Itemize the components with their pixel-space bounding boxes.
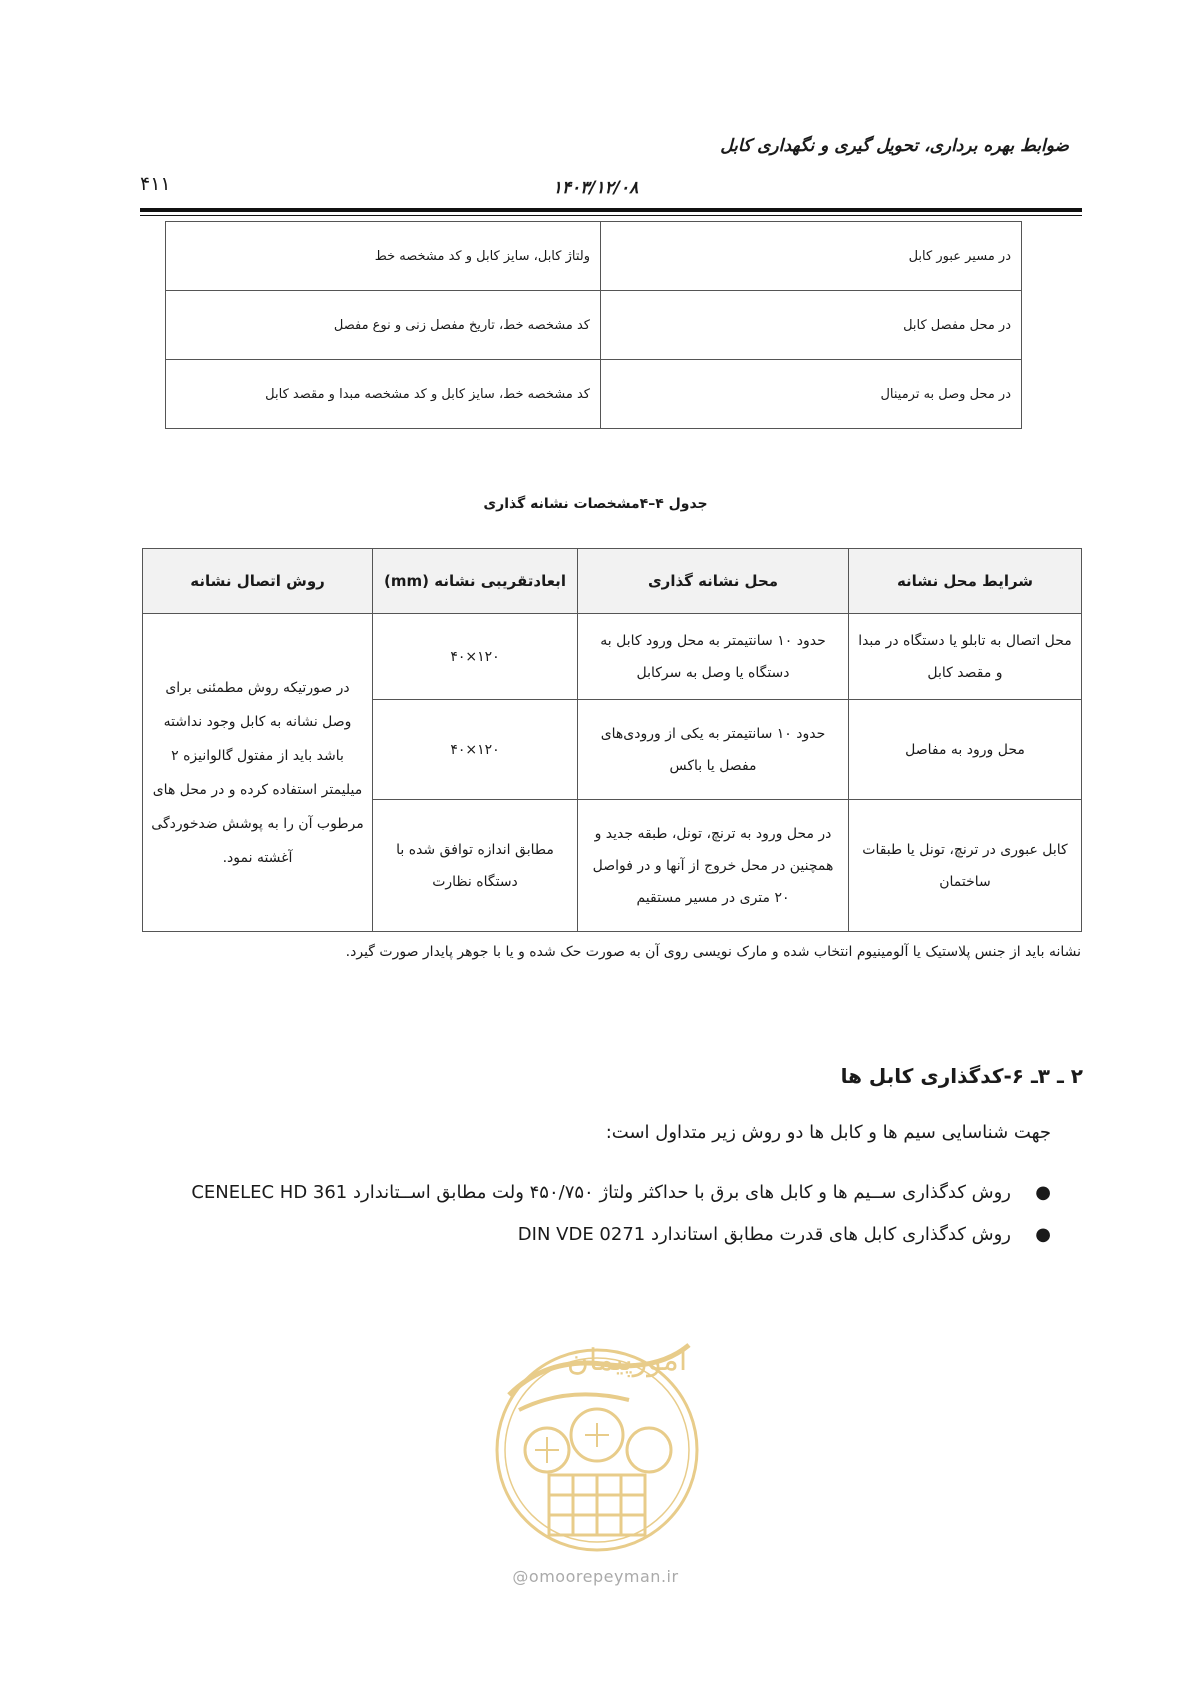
cell-method: در صورتیکه روش مطمئنی برای وصل نشانه به کابل وجود نداشته باشد باید از مفتول گالوانیزه ۲ میلیمتر استفاده کرده و در محل های مرطوب آن را به پوشش ضدخوردگی آغشته نمود.	[143, 614, 373, 932]
header-dimensions: ابعادتقریبی نشانه (mm)	[373, 549, 578, 614]
cell-dimensions: مطابق اندازه توافق شده با دستگاه نظارت	[373, 800, 578, 932]
table-cell-location: در محل مفصل کابل	[601, 291, 1022, 360]
table-row	[166, 291, 1022, 360]
cell-dimensions: ۱۲۰×۴۰	[373, 614, 578, 700]
header-rule-thin	[140, 215, 1082, 216]
table-cell-info: کد مشخصه خط، تاریخ مفصل زنی و نوع مفصل	[166, 291, 601, 360]
header-method: روش اتصال نشانه	[143, 549, 373, 614]
page-number: ۴۱۱	[140, 173, 171, 195]
table-row	[166, 222, 1022, 291]
marking-material-note: نشانه باید از جنس پلاستیک یا آلومینیوم انتخاب شده و مارک نویسی روی آن به صورت حک شده و یا با جوهر پایدار صورت گیرد.	[345, 944, 1081, 960]
cell-conditions: محل ورود به مفاصل	[849, 700, 1082, 800]
cell-conditions: محل اتصال به تابلو یا دستگاه در مبدا و مقصد کابل	[849, 614, 1082, 700]
table-cell-info: ولتاژ کابل، سایز کابل و کد مشخصه خط	[166, 222, 601, 291]
list-item	[134, 1217, 1059, 1253]
header-conditions: شرایط محل نشانه	[849, 549, 1082, 614]
table-row	[143, 614, 1082, 700]
list-item-text: روش کدگذاری کابل های قدرت مطابق استاندارد DIN VDE 0271	[517, 1224, 1011, 1245]
header-date: ۱۴۰۳/۱۲/۰۸	[552, 178, 639, 198]
table-cell-info: کد مشخصه خط، سایز کابل و کد مشخصه مبدا و مقصد کابل	[166, 360, 601, 429]
watermark-logo	[489, 1325, 705, 1565]
table-caption: جدول ۴–۴مشخصات نشانه گذاری	[483, 496, 708, 512]
section-heading: ۲ ـ ۳ـ ۶-کدگذاری کابل ها	[840, 1064, 1083, 1088]
table-row	[166, 360, 1022, 429]
cell-placement: در محل ورود به ترنچ، تونل، طبقه جدید و همچنین در محل خروج از آنها و در فواصل ۲۰ متری در مسیر مستقیم	[578, 800, 849, 932]
table-header-row	[143, 549, 1082, 614]
watermark-logo-text: امورپیمان	[566, 1343, 688, 1378]
watermark-seal-icon	[489, 1325, 705, 1565]
cell-placement: حدود ۱۰ سانتیمتر به محل ورود کابل به دستگاه یا وصل به سرکابل	[578, 614, 849, 700]
cell-dimensions: ۱۲۰×۴۰	[373, 700, 578, 800]
coding-methods-list	[134, 1175, 1059, 1259]
cell-placement: حدود ۱۰ سانتیمتر به یکی از ورودی‌های مفصل یا باکس	[578, 700, 849, 800]
table-cell-location: در مسیر عبور کابل	[601, 222, 1022, 291]
section-intro: جهت شناسایی سیم ها و کابل ها دو روش زیر متداول است:	[605, 1122, 1051, 1143]
cell-conditions: کابل عبوری در ترنچ، تونل یا طبقات ساختمان	[849, 800, 1082, 932]
marking-location-table	[165, 221, 1022, 429]
document-header-title: ضوابط بهره برداری، تحویل گیری و نگهداری کابل	[720, 136, 1069, 156]
header-placement: محل نشانه گذاری	[578, 549, 849, 614]
list-item-text: روش کدگذاری ســیم ها و کابل های برق با حداکثر ولتاژ ۴۵۰/۷۵۰ ولت مطابق اســتاندارد CENELEC HD 361	[191, 1182, 1011, 1203]
bullet-icon: ●	[1035, 1182, 1051, 1203]
table-cell-location: در محل وصل به ترمینال	[601, 360, 1022, 429]
watermark-url: @omoorepeyman.ir	[512, 1567, 679, 1586]
marking-spec-table	[142, 548, 1082, 932]
bullet-icon: ●	[1035, 1224, 1051, 1245]
list-item	[134, 1175, 1059, 1211]
header-rule-thick	[140, 208, 1082, 212]
